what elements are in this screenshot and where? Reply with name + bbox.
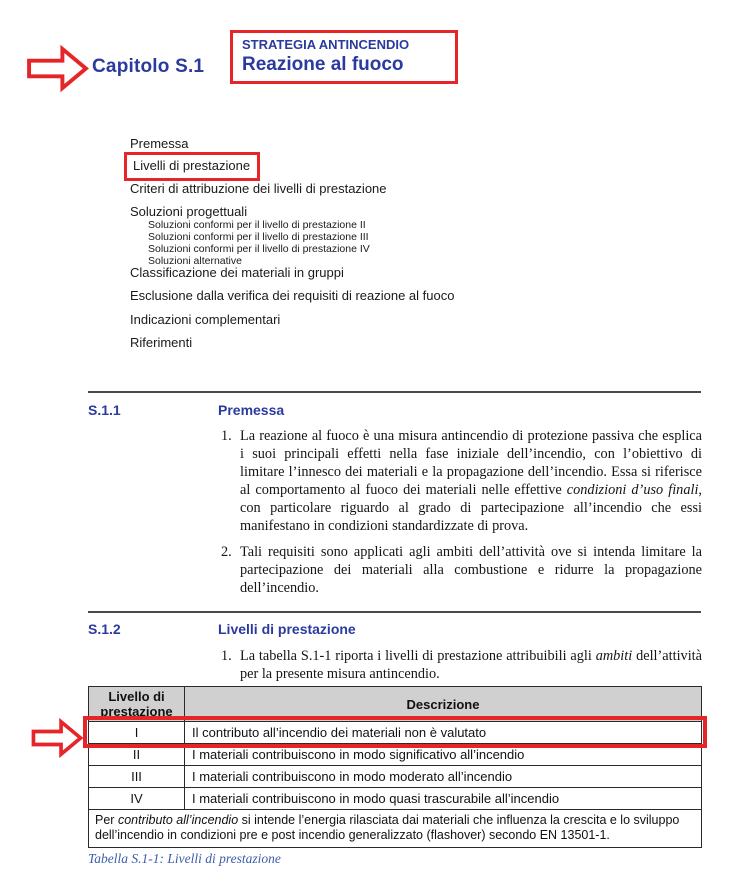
toc-item-soluzioni-progettuali: Soluzioni progettuali [130,204,248,219]
table-caption: Tabella S.1-1: Livelli di prestazione [88,851,281,866]
toc-subitem-alternative: Soluzioni alternative [148,255,242,267]
section-body [218,428,702,607]
table-row [89,722,702,744]
toc-item-riferimenti: Riferimenti [130,335,193,350]
paragraph-text: La tabella S.1-1 riporta i livelli di prestazione attribuibili agli ambiti dell’attività per la presente misura antincendio. [240,648,702,682]
toc-item-criteri: Criteri di attribuzione dei livelli di prestazione [130,181,387,196]
numbered-paragraph [218,648,702,684]
banner-chapter-title: Reazione al fuoco [242,54,404,75]
table-row [89,744,702,766]
toc-item-livelli-di-prestazione: Livelli di prestazione [133,158,251,173]
section-title: Livelli di prestazione [218,621,356,637]
paragraph-text: La reazione al fuoco è una misura antincendio di protezione passiva che esplica i suoi principali effetti nella fase iniziale dell’incendio, con l’obiettivo di limitare l’innesco dei materiali e la propagazione dell’incendio. Essa si riferisce al comportamento al fuoco dei materiali nelle effettive condizioni d’uso finali, con particolare riguardo al grado di partecipazione all’incendio che essi manifestano in condizioni standardizzate di prova. [240,428,702,534]
toc-item-premessa: Premessa [130,136,189,151]
table-row [89,788,702,810]
column-header-description: Descrizione [185,687,702,722]
level-cell: I [89,722,185,744]
table-row [89,766,702,788]
red-right-arrow-icon [31,714,83,762]
list-number: 1. [221,428,232,444]
numbered-paragraph [218,428,702,535]
performance-levels-table [88,686,702,848]
description-cell: Il contributo all’incendio dei materiali non è valutato [185,722,702,744]
table-header-row [89,687,702,722]
toc-subitem-conformi-iv: Soluzioni conformi per il livello di prestazione IV [148,243,370,255]
numbered-paragraph [218,544,702,598]
section-title: Premessa [218,402,285,418]
toc-item-classificazione: Classificazione dei materiali in gruppi [130,265,344,280]
section-number: S.1.1 [88,402,121,418]
paragraph-text: Tali requisiti sono applicati agli ambiti dell’attività ove si intenda limitare la partecipazione dei materiali alla combustione e ridurre la propagazione dell’incendio. [240,544,702,597]
list-number: 1. [221,648,232,664]
toc-subitem-conformi-iii: Soluzioni conformi per il livello di prestazione III [148,231,369,243]
toc-item-indicazioni: Indicazioni complementari [130,312,281,327]
description-cell: I materiali contribuiscono in modo significativo all’incendio [185,744,702,766]
list-number: 2. [221,544,232,561]
level-cell: III [89,766,185,788]
column-header-level: Livello di prestazione [89,687,185,722]
section-divider [88,611,701,613]
description-cell: I materiali contribuiscono in modo quasi trascurabile all’incendio [185,788,702,810]
level-cell: II [89,744,185,766]
section-number: S.1.2 [88,621,121,637]
section-divider [88,391,701,393]
description-cell: I materiali contribuiscono in modo moderato all’incendio [185,766,702,788]
level-cell: IV [89,788,185,810]
toc-subitem-conformi-ii: Soluzioni conformi per il livello di prestazione II [148,219,366,231]
table-footnote: Per contributo all’incendio si intende l’energia rilasciata dai materiali che influenza la crescita e lo sviluppo dell’incendio in condizioni pre e post incendio generalizzato (flashover) secondo EN 13501-1. [89,810,702,848]
banner-strategy-label: STRATEGIA ANTINCENDIO [242,37,410,52]
table-footnote-row [89,810,702,848]
toc-highlight-box [124,152,260,181]
red-right-arrow-icon [26,44,89,93]
toc-item-esclusione: Esclusione dalla verifica dei requisiti di reazione al fuoco [130,288,455,303]
chapter-banner [230,30,458,84]
chapter-label: Capitolo S.1 [92,56,205,77]
